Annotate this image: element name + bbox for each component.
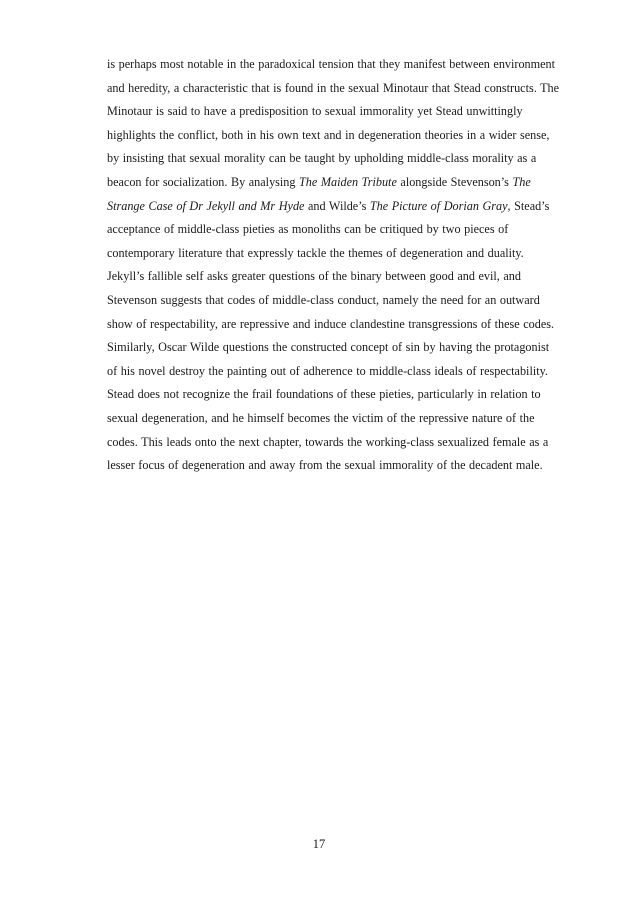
text-line bbox=[107, 360, 583, 384]
text-run: and heredity, a characteristic that is found in the sexual Minotaur that Stead constructs. The bbox=[107, 80, 560, 95]
text-run: Jekyll’s fallible self asks greater questions of the binary between good and evil, and bbox=[107, 269, 521, 284]
text-run: lesser focus of degeneration and away from the sexual immorality of the decadent male. bbox=[107, 458, 543, 473]
text-line bbox=[107, 53, 583, 77]
text-run: beacon for socialization. By analysing bbox=[107, 174, 300, 189]
text-run: Minotaur is said to have a predisposition to sexual immorality yet Stead unwittingly bbox=[107, 104, 523, 119]
text-line bbox=[107, 454, 583, 478]
text-line bbox=[107, 77, 583, 101]
text-run: by insisting that sexual morality can be taught by upholding middle-class morality as a bbox=[107, 151, 537, 166]
text-line bbox=[107, 218, 583, 242]
text-run: show of respectability, are repressive and induce clandestine transgressions of these codes. bbox=[107, 316, 555, 331]
text-line bbox=[107, 313, 583, 337]
text-run: codes. This leads onto the next chapter, towards the working-class sexualized female as a bbox=[107, 434, 549, 449]
text-run: Stead does not recognize the frail foundations of these pieties, particularly in relation to bbox=[107, 387, 541, 402]
italic-title: The bbox=[512, 174, 531, 189]
text-run: highlights the conflict, both in his own text and in degeneration theories in a wider sense, bbox=[107, 127, 550, 142]
italic-title: The Maiden Tribute bbox=[299, 174, 397, 189]
text-run: sexual degeneration, and he himself becomes the victim of the repressive nature of the bbox=[107, 410, 535, 425]
text-line bbox=[107, 242, 583, 266]
text-line bbox=[107, 431, 583, 455]
text-line bbox=[107, 383, 583, 407]
text-line bbox=[107, 336, 583, 360]
italic-title: The Picture of Dorian Gray bbox=[369, 198, 508, 213]
page-number: 17 bbox=[312, 837, 326, 851]
text-run: is perhaps most notable in the paradoxical tension that they manifest between environment bbox=[107, 57, 556, 71]
text-run: Similarly, Oscar Wilde questions the constructed concept of sin by having the protagonist bbox=[107, 340, 550, 355]
text-line bbox=[107, 265, 583, 289]
text-run: acceptance of middle-class pieties as monoliths can be critiqued by two pieces of bbox=[107, 222, 509, 237]
text-run: contemporary literature that expressly tackle the themes of degeneration and duality. bbox=[107, 245, 524, 260]
italic-title: Strange Case of Dr Jekyll and Mr Hyde bbox=[107, 198, 305, 213]
text-line bbox=[107, 171, 583, 195]
body-paragraph bbox=[107, 53, 583, 478]
text-run: Stevenson suggests that codes of middle-class conduct, namely the need for an outward bbox=[107, 292, 540, 307]
text-line bbox=[107, 289, 583, 313]
text-line bbox=[107, 124, 583, 148]
text-run: alongside Stevenson’s bbox=[396, 174, 513, 189]
text-run: , Stead’s bbox=[507, 198, 550, 213]
text-line bbox=[107, 195, 583, 219]
text-line bbox=[107, 100, 583, 124]
text-line bbox=[107, 407, 583, 431]
text-run: and Wilde’s bbox=[304, 198, 370, 213]
text-run: of his novel destroy the painting out of adherence to middle-class ideals of respectability. bbox=[107, 363, 548, 378]
text-line bbox=[107, 147, 583, 171]
